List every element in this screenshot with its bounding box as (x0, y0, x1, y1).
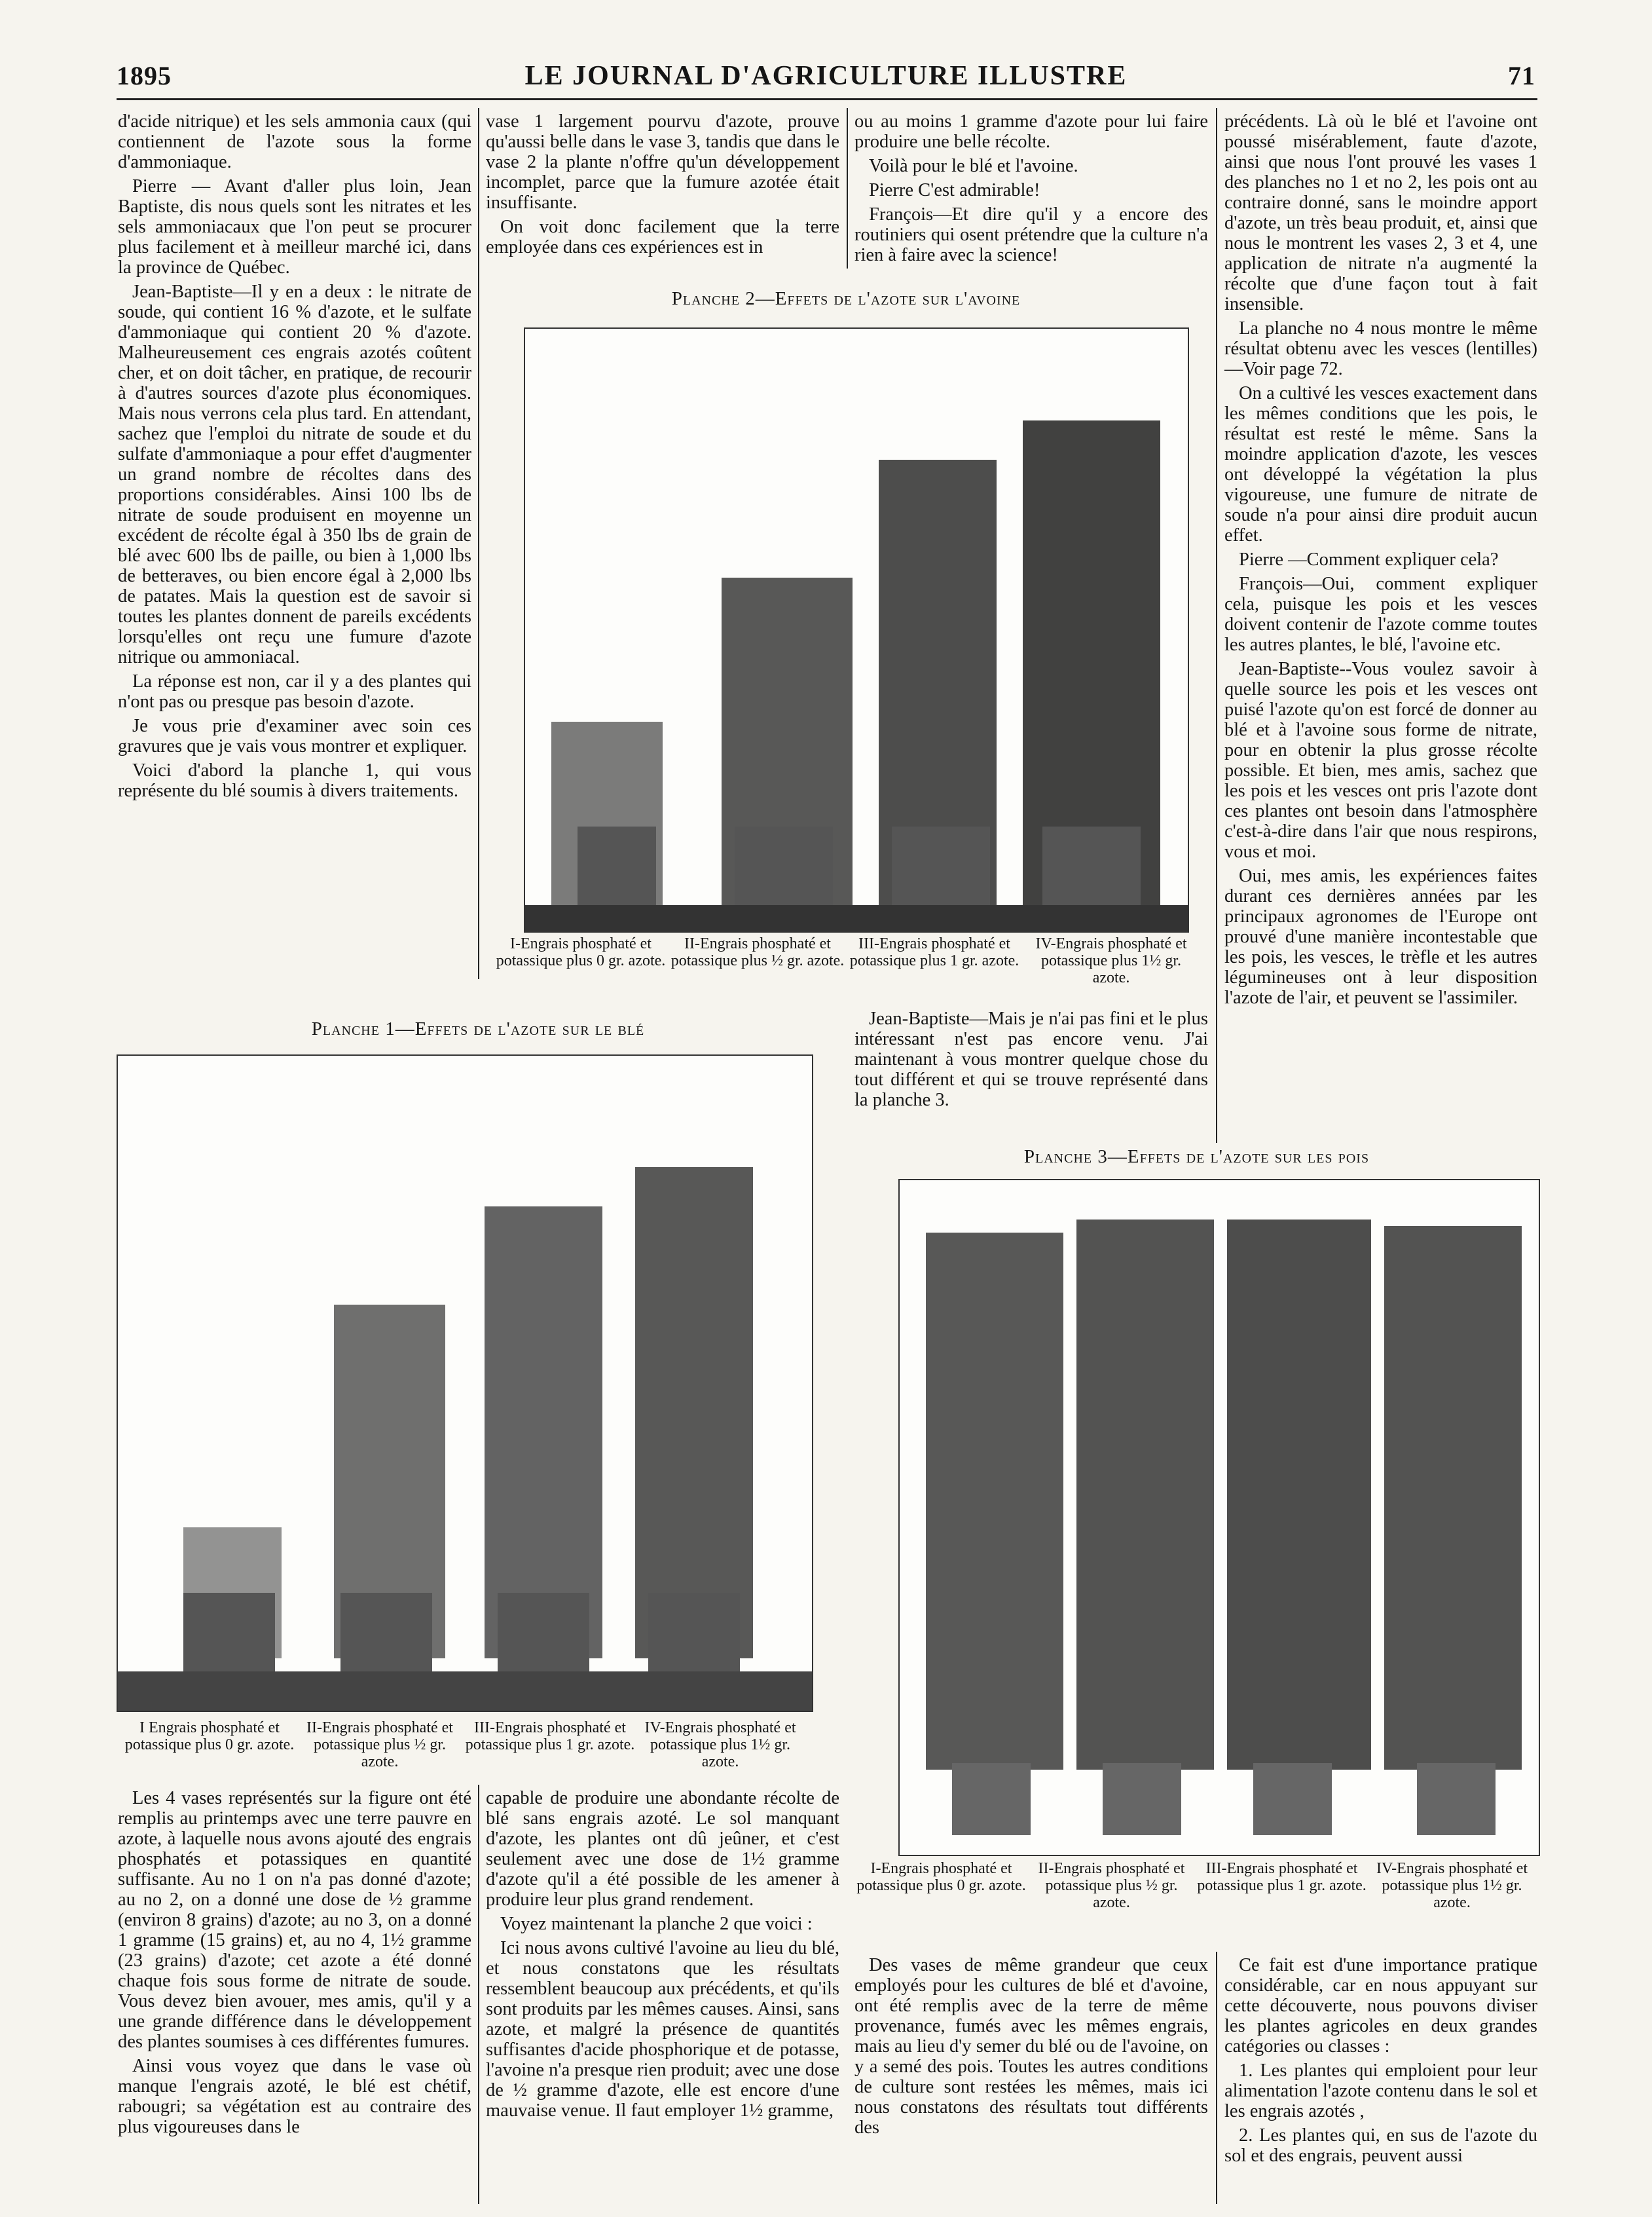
paragraph: Voyez maintenant la planche 2 que voici : (500, 1914, 813, 1934)
column-divider (847, 108, 848, 269)
plate-caption: II-Engrais phosphaté et potassique plus ½ gr. azote. (670, 935, 845, 969)
paragraph: Les 4 vases représentés sur la figure ont été remplis au printemps avec une terre pauvre en azote, à laquelle nous avons ajouté des engrais phosphatés et potassiques en quantité suffisante. Au no 1 on n'a pas donné d'azote; au no 2, on a donné une dose de ½ gramme (environ 8 grains) d'azote; au no 3, on a donné 1 gramme (15 grains) et, au no 4, 1½ gramme (23 grains) d'azote; cet azote a été donné chaque fois sous forme de nitrate de soude. Vous devez bien avouer, mes amis, qu'il y a une grande différence dans le développement des plantes soumises à ces différentes fumures. (118, 1788, 471, 2052)
plate-2-photo (524, 327, 1189, 933)
paragraph: Je vous prie d'examiner avec soin ces gravures que je vais vous montrer et expliquer. (118, 716, 471, 756)
paragraph: La planche no 4 nous montre le même résultat obtenu avec les vesces (lentilles) —Voir page 72. (1224, 318, 1537, 379)
paragraph: François—Oui, comment expliquer cela, puisque les pois et les vesces doivent contenir de l'azote comme toutes les autres plantes, le blé, l'avoine etc. (1224, 574, 1537, 655)
paragraph: Pierre C'est admirable! (869, 180, 1040, 200)
text-column-2 (486, 111, 839, 261)
plate-3-photo (898, 1179, 1540, 1856)
text-bottom-right-1 (854, 1955, 1208, 2142)
text-bottom-left-1 (118, 1788, 471, 2141)
paragraph: ou au moins 1 gramme d'azote pour lui faire produire une belle récolte. (854, 111, 1208, 152)
plate-1-title: Planche 1—Effets de l'azote sur le blé (311, 1018, 645, 1039)
plate-caption: II-Engrais phosphaté et potassique plus ½ gr. azote. (1038, 1860, 1185, 1911)
paragraph: vase 1 largement pourvu d'azote, prouve qu'aussi belle dans le vase 3, tandis que dans le vase 2 la plante n'offre qu'un développement incomplet, parce que la fumure azotée était insuffisante. (486, 111, 839, 213)
plate-caption: IV-Engrais phosphaté et potassique plus 1½ gr. azote. (644, 1719, 796, 1770)
plate-caption: III-Engrais phosphaté et potassique plus 1 gr. azote. (1197, 1860, 1367, 1894)
paragraph: Pierre —Comment expliquer cela? (1239, 550, 1499, 570)
header-rule (117, 98, 1537, 100)
paragraph: d'acide nitrique) et les sels ammonia caux (qui contiennent de l'azote sous la forme d'ammoniaque. (118, 111, 471, 172)
paragraph: Jean-Baptiste--Vous voulez savoir à quelle source les pois et les vesces ont puisé l'azote qu'on est forcé de donner au blé et à l'avoine sous forme de nitrate, pour en obtenir la plus grosse récolte possible. Et bien, mes amis, sachez que les pois et les vesces ont pris l'azote dont ces plantes ont besoin dans l'atmosphère c'est-à-dire dans l'air que nous respirons, vous et moi. (1224, 659, 1537, 862)
journal-title: LE JOURNAL D'AGRICULTURE ILLUSTRE (524, 61, 1128, 91)
text-bottom-left-2 (486, 1788, 839, 2125)
plate-2-captions (486, 935, 1206, 986)
paragraph: On a cultivé les vesces exactement dans les mêmes conditions que les pois, le résultat est resté le même. Sans la moindre application d'azote, les vesces ont développé la végétation la plus vigoureuse, une fumure de nitrate de soude n'a pour ainsi dire produit aucun effet. (1224, 383, 1537, 546)
paragraph: La réponse est non, car il y a des plantes qui n'ont pas ou presque pas besoin d'azote. (118, 671, 471, 712)
column-divider (1216, 108, 1217, 1143)
plate-caption: III-Engrais phosphaté et potassique plus 1 gr. azote. (849, 935, 1019, 969)
paragraph: Jean-Baptiste—Mais je n'ai pas fini et le plus intéressant n'est pas encore venu. J'ai maintenant à vous montrer quelque chose du tout différent et qui se trouve représenté dans la planche 3. (854, 1009, 1208, 1110)
paragraph: On voit donc facilement que la terre employée dans ces expériences est in (486, 217, 839, 257)
text-mid-right (854, 1009, 1208, 1114)
paragraph: François—Et dire qu'il y a encore des routiniers qui osent prétendre que la culture n'a rien à faire avec la science! (854, 204, 1208, 265)
column-divider (478, 1785, 479, 2204)
text-bottom-right-2 (1224, 1955, 1537, 2170)
plate-3-captions (854, 1860, 1539, 1911)
paragraph: Voilà pour le blé et l'avoine. (869, 156, 1078, 176)
plate-1-captions (118, 1719, 812, 1770)
paragraph: précédents. Là où le blé et l'avoine ont poussé misérablement, faute d'azote, ainsi que nous l'ont prouvé les vases 1 des planches no 1 et no 2, les pois ont au contraire donné, sans le moindre apport d'azote, un très beau produit, et, ainsi que nous le montrent les vases 2, 3 et 4, une application de nitrate n'a augmenté la récolte que d'une façon tout à fait insensible. (1224, 111, 1537, 314)
text-column-1 (118, 111, 471, 805)
plate-caption: III-Engrais phosphaté et potassique plus 1 gr. azote. (465, 1719, 635, 1753)
paragraph: Pierre — Avant d'aller plus loin, Jean Baptiste, dis nous quels sont les nitrates et les sels ammoniacaux que l'on peut se procurer plus facilement et à meilleur marché ici, dans la province de Québec. (118, 176, 471, 278)
paragraph: Oui, mes amis, les expériences faites durant ces dernières années par les principaux agronomes de l'Europe ont prouvé d'une manière incontestable que les pois, les vesces, le trèfle et les autres légumineuses ont à leur disposition l'azote de l'air, et peuvent se l'assimiler. (1224, 866, 1537, 1008)
page-number: 71 (1508, 61, 1535, 90)
plate-caption: I-Engrais phosphaté et potassique plus 0 gr. azote. (856, 1860, 1026, 1894)
paragraph: Voici d'abord la planche 1, qui vous représente du blé soumis à divers traitements. (118, 760, 471, 801)
paragraph: Jean-Baptiste—Il y en a deux : le nitrate de soude, qui contient 16 % d'azote, et le sulfate d'ammoniaque qui contient 20 % d'azote. Malheureusement ces engrais azotés coûtent cher, et on doit tâcher, en pratique, de recourir à d'autres sources d'azote plus économiques. Mais nous verrons cela plus tard. En attendant, sachez que l'emploi du nitrate de soude et du sulfate d'ammoniaque a pour effet d'augmenter un grand nombre de récoltes dans des proportions considérables. Ainsi 100 lbs de nitrate de soude produisent en moyenne un excédent de récolte égal à 350 lbs de grain de blé avec 600 lbs de paille, ou bien à 1,000 lbs de betteraves, ou bien encore égal à 2,000 lbs de patates. Mais la question est de savoir si toutes les plantes donnent de pareils excédents lorsqu'elles ont reçu une fumure d'azote nitrique ou ammoniacal. (118, 282, 471, 667)
paragraph: Ce fait est d'une importance pratique considérable, car en nous appuyant sur cette découverte, nous pouvons diviser les plantes agricoles en deux grandes catégories ou classes : (1224, 1955, 1537, 2057)
plate-caption: II-Engrais phosphaté et potassique plus ½ gr. azote. (306, 1719, 453, 1770)
page-year: 1895 (117, 61, 172, 90)
paragraph: 1. Les plantes qui emploient pour leur alimentation l'azote contenu dans le sol et les engrais azotés , (1224, 2060, 1537, 2121)
plate-caption: IV-Engrais phosphaté et potassique plus 1½ gr. azote. (1035, 935, 1187, 986)
paragraph: Ici nous avons cultivé l'avoine au lieu du blé, et nous constatons que les résultats ressemblent beaucoup aux précédents, et qu'ils sont produits par les mêmes causes. Ainsi, sans azote, et malgré la présence de quantités suffisantes d'acide phosphorique et de potasse, l'avoine n'a presque rien produit; avec une dose de ½ gramme d'azote, elle est encore d'une mauvaise venue. Il faut employer 1½ gramme, (486, 1938, 839, 2121)
plate-caption: I-Engrais phosphaté et potassique plus 0 gr. azote. (496, 935, 666, 969)
plate-1-photo (117, 1054, 813, 1712)
plate-caption: I Engrais phosphaté et potassique plus 0 gr. azote. (124, 1719, 295, 1753)
paragraph: Ainsi vous voyez que dans le vase où manque l'engrais azoté, le blé est chétif, rabougri; sa végétation est au contraire des plus vigoureuses dans le (118, 2056, 471, 2137)
plate-caption: IV-Engrais phosphaté et potassique plus 1½ gr. azote. (1376, 1860, 1528, 1911)
paragraph: capable de produire une abondante récolte de blé sans engrais azoté. Le sol manquant d'azote, les plantes ont dû jeûner, et c'est seulement avec une dose de 1½ gramme d'azote qu'il a été possible de les amener à produire leur plus grand rendement. (486, 1788, 839, 1910)
column-divider (478, 108, 479, 979)
text-column-3 (854, 111, 1208, 269)
plate-2-title: Planche 2—Effets de l'azote sur l'avoine (671, 288, 1021, 309)
paragraph: 2. Les plantes qui, en sus de l'azote du sol et des engrais, peuvent aussi (1224, 2125, 1537, 2166)
plate-3-title: Planche 3—Effets de l'azote sur les pois (1023, 1146, 1370, 1167)
text-column-4 (1224, 111, 1537, 1012)
paragraph: Des vases de même grandeur que ceux employés pour les cultures de blé et d'avoine, ont été remplis avec de la terre de même provenance, fumés avec les mêmes engrais, mais au lieu d'y semer du blé ou de l'avoine, on y a semé des pois. Toutes les autres conditions de culture sont restées les mêmes, mais ici nous constatons des résultats tout différents des (854, 1955, 1208, 2138)
column-divider (1216, 1952, 1217, 2204)
